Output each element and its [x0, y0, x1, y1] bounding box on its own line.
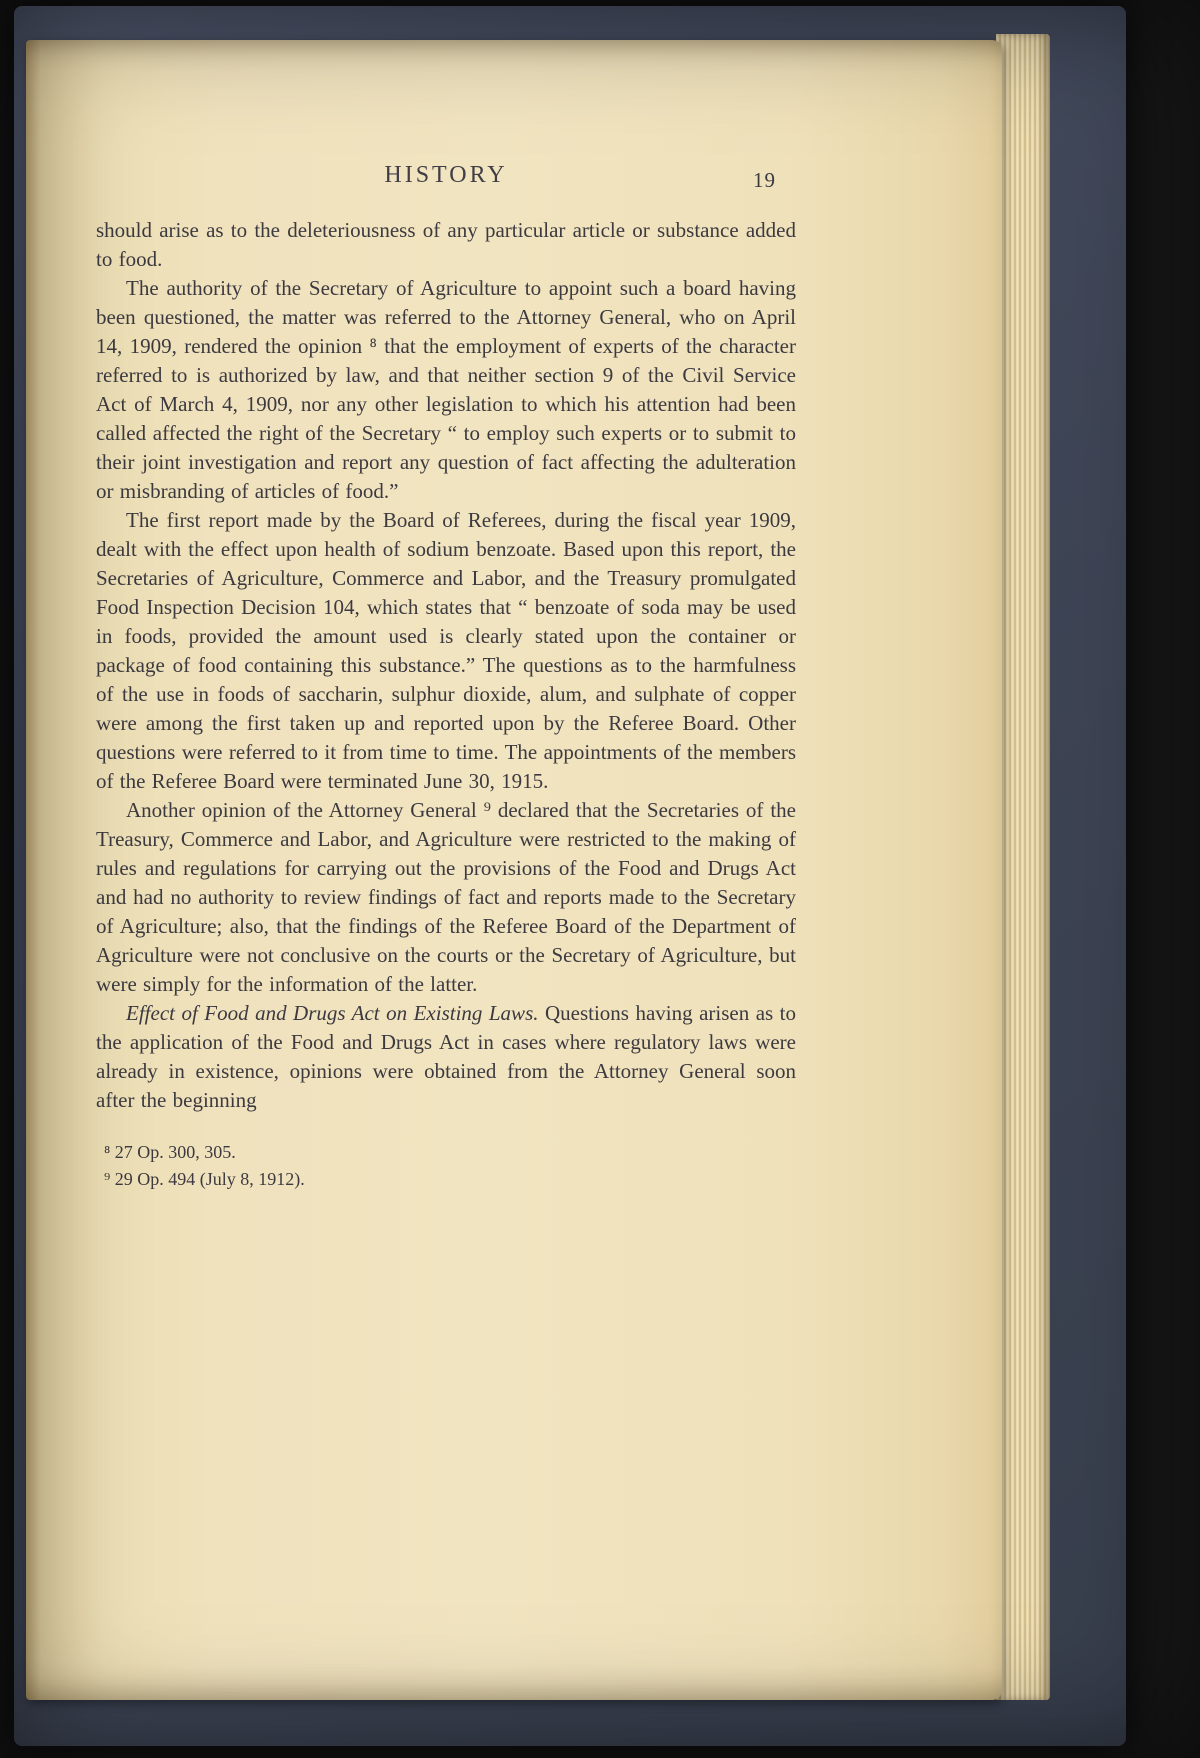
footnotes	[96, 1139, 796, 1193]
footnote: ⁹ 29 Op. 494 (July 8, 1912).	[104, 1169, 305, 1189]
paragraph: The first report made by the Board of Referees, during the fiscal year 1909, dealt with the effect upon health of sodium benzoate. Based upon this report, the Secretaries of Agriculture, Commerce and Labor, and the Treasury promulgated Food Inspection Decision 104, which states that “ benzoate of soda may be used in foods, provided the amount used is clearly stated upon the container or package of food containing this substance.” The questions as to the harmfulness of the use in foods of saccharin, sulphur dioxide, alum, and sulphate of copper were among the first taken up and reported upon by the Referee Board. Other questions were referred to it from time to time. The appointments of the members of the Referee Board were terminated June 30, 1915.	[96, 508, 796, 793]
footnote: ⁸ 27 Op. 300, 305.	[104, 1142, 236, 1162]
paragraph-text: Questions having arisen as to the application of the Food and Drugs Act in cases where regulatory laws were already in existence, opinions were obtained from the Attorney General soon after the beginning	[96, 1001, 797, 1112]
paragraph: Another opinion of the Attorney General ⁹ declared that the Secretaries of the Treasury, Commerce and Labor, and Agriculture were restricted to the making of rules and regulations for carrying out the provisions of the Food and Drugs Act and had no authority to review findings of fact and reports made to the Secretary of Agriculture; also, that the findings of the Referee Board of the Department of Agriculture were not conclusive on the courts or the Secretary of Agriculture, but were simply for the information of the latter.	[96, 798, 796, 996]
running-title: HISTORY	[384, 162, 508, 188]
paragraph: The authority of the Secretary of Agriculture to appoint such a board having been questioned, the matter was referred to the Attorney General, who on April 14, 1909, rendered the opinion ⁸ that the employment of experts of the character referred to is authorized by law, and that neither section 9 of the Civil Service Act of March 4, 1909, nor any other legislation to which his attention had been called affected the right of the Secretary “ to employ such experts or to submit to their joint investigation and report any question of fact affecting the adulteration or misbranding of articles of food.”	[96, 276, 796, 503]
book-page	[26, 40, 1002, 1700]
section-heading-italic: Effect of Food and Drugs Act on Existing Laws.	[126, 1001, 539, 1025]
page-stack-edges	[996, 34, 1050, 1700]
page-number: 19	[753, 168, 776, 192]
paragraph-continuation: should arise as to the deleteriousness of any particular article or substance added to food.	[96, 218, 796, 271]
paragraph-with-italic-lead	[96, 999, 796, 1115]
text-block	[96, 160, 796, 1193]
page-header	[96, 160, 796, 190]
